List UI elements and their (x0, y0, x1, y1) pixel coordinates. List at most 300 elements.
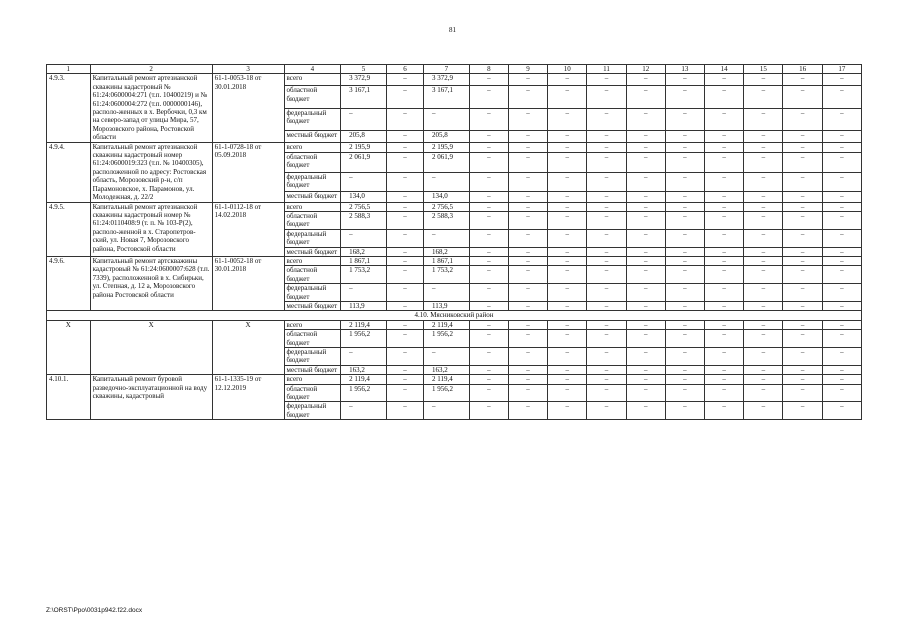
value-cell: 134,0 (423, 192, 469, 202)
budget-label: областной бюджет (284, 384, 341, 402)
empty-dash-cell: – (822, 402, 861, 420)
item-description: Капитальный ремонт буровой разведочно-эксплуатационной на воду скважины, кадастровый (90, 375, 212, 420)
item-number: 4.9.6. (47, 256, 91, 310)
empty-dash-cell: – (469, 211, 508, 229)
empty-dash-cell: – (705, 142, 744, 152)
empty-dash-cell: – (665, 384, 704, 402)
value-cell: 2 756,5 (341, 202, 387, 211)
empty-dash-cell: – (587, 266, 626, 284)
empty-dash-cell: – (822, 172, 861, 192)
empty-dash-cell: – (783, 384, 822, 402)
budget-label: местный бюджет (284, 365, 341, 374)
value-cell: – (386, 152, 423, 172)
empty-dash-cell: – (705, 384, 744, 402)
empty-dash-cell: – (665, 130, 704, 142)
empty-dash-cell: – (783, 74, 822, 86)
empty-dash-cell: – (508, 384, 547, 402)
empty-dash-cell: – (508, 142, 547, 152)
empty-dash-cell: – (744, 142, 783, 152)
value-cell: 163,2 (423, 365, 469, 374)
value-cell: – (386, 211, 423, 229)
empty-dash-cell: – (665, 152, 704, 172)
empty-dash-cell: – (626, 402, 665, 420)
empty-dash-cell: – (587, 86, 626, 108)
value-cell: 2 588,3 (423, 211, 469, 229)
item-row-total (47, 202, 862, 211)
value-cell: 168,2 (423, 247, 469, 256)
column-number-row (47, 65, 862, 74)
empty-dash-cell: – (626, 142, 665, 152)
section-title-row (47, 311, 862, 320)
value-cell: – (386, 86, 423, 108)
empty-dash-cell: – (508, 266, 547, 284)
empty-dash-cell: – (548, 284, 587, 302)
value-cell: – (386, 330, 423, 348)
empty-dash-cell: – (705, 284, 744, 302)
empty-dash-cell: – (626, 247, 665, 256)
empty-dash-cell: – (626, 74, 665, 86)
value-cell: 2 061,9 (341, 152, 387, 172)
column-header-10: 10 (548, 65, 587, 74)
empty-dash-cell: – (783, 284, 822, 302)
empty-dash-cell: – (469, 256, 508, 265)
empty-dash-cell: – (822, 266, 861, 284)
empty-dash-cell: – (705, 301, 744, 310)
empty-dash-cell: – (822, 247, 861, 256)
empty-dash-cell: – (783, 130, 822, 142)
empty-dash-cell: – (548, 402, 587, 420)
value-cell: – (341, 284, 387, 302)
value-cell: – (386, 284, 423, 302)
empty-dash-cell: – (705, 266, 744, 284)
column-header-8: 8 (469, 65, 508, 74)
empty-dash-cell: – (705, 256, 744, 265)
value-cell: 113,9 (341, 301, 387, 310)
empty-dash-cell: – (587, 192, 626, 202)
column-header-1: 1 (47, 65, 91, 74)
empty-dash-cell: – (626, 108, 665, 130)
empty-dash-cell: – (705, 375, 744, 384)
empty-dash-cell: – (469, 202, 508, 211)
empty-dash-cell: – (469, 229, 508, 247)
empty-dash-cell: – (508, 348, 547, 366)
empty-dash-cell: – (548, 211, 587, 229)
budget-label: федеральный бюджет (284, 108, 341, 130)
item-document-number: 61-1-0052-18 от 30.01.2018 (212, 256, 284, 310)
empty-dash-cell: – (587, 348, 626, 366)
empty-dash-cell: – (626, 211, 665, 229)
empty-dash-cell: – (665, 192, 704, 202)
empty-dash-cell: – (665, 266, 704, 284)
value-cell: 1 956,2 (341, 330, 387, 348)
value-cell: 2 119,4 (423, 320, 469, 329)
value-cell: 1 753,2 (423, 266, 469, 284)
empty-dash-cell: – (508, 301, 547, 310)
value-cell: 2 061,9 (423, 152, 469, 172)
value-cell: – (386, 365, 423, 374)
empty-dash-cell: – (744, 86, 783, 108)
value-cell: 2 195,9 (423, 142, 469, 152)
empty-dash-cell: – (587, 330, 626, 348)
value-cell: – (386, 301, 423, 310)
empty-dash-cell: – (469, 384, 508, 402)
column-header-3: 3 (212, 65, 284, 74)
empty-dash-cell: – (822, 74, 861, 86)
x-mark-cell: X (47, 320, 91, 374)
budget-label: всего (284, 202, 341, 211)
column-header-17: 17 (822, 65, 861, 74)
empty-dash-cell: – (508, 330, 547, 348)
value-cell: 163,2 (341, 365, 387, 374)
empty-dash-cell: – (587, 384, 626, 402)
empty-dash-cell: – (548, 202, 587, 211)
empty-dash-cell: – (822, 202, 861, 211)
empty-dash-cell: – (744, 330, 783, 348)
empty-dash-cell: – (469, 266, 508, 284)
budget-label: всего (284, 74, 341, 86)
value-cell: – (386, 266, 423, 284)
empty-dash-cell: – (469, 375, 508, 384)
empty-dash-cell: – (705, 130, 744, 142)
empty-dash-cell: – (705, 86, 744, 108)
empty-dash-cell: – (783, 211, 822, 229)
empty-dash-cell: – (822, 330, 861, 348)
last-item-row-total (47, 375, 862, 384)
empty-dash-cell: – (548, 301, 587, 310)
empty-dash-cell: – (587, 152, 626, 172)
empty-dash-cell: – (822, 211, 861, 229)
empty-dash-cell: – (626, 375, 665, 384)
empty-dash-cell: – (665, 142, 704, 152)
empty-dash-cell: – (705, 74, 744, 86)
budget-label: федеральный бюджет (284, 172, 341, 192)
empty-dash-cell: – (626, 365, 665, 374)
empty-dash-cell: – (508, 365, 547, 374)
empty-dash-cell: – (665, 284, 704, 302)
value-cell: – (423, 348, 469, 366)
value-cell: 1 867,1 (341, 256, 387, 265)
budget-label: областной бюджет (284, 211, 341, 229)
empty-dash-cell: – (548, 142, 587, 152)
empty-dash-cell: – (705, 330, 744, 348)
empty-dash-cell: – (508, 320, 547, 329)
value-cell: 1 867,1 (423, 256, 469, 265)
empty-dash-cell: – (665, 375, 704, 384)
empty-dash-cell: – (548, 192, 587, 202)
budget-label: всего (284, 142, 341, 152)
empty-dash-cell: – (548, 365, 587, 374)
empty-dash-cell: – (783, 86, 822, 108)
empty-dash-cell: – (548, 266, 587, 284)
budget-label: федеральный бюджет (284, 284, 341, 302)
value-cell: 1 956,2 (423, 330, 469, 348)
item-document-number: 61-1-1335-19 от 12.12.2019 (212, 375, 284, 420)
budget-label: областной бюджет (284, 152, 341, 172)
empty-dash-cell: – (548, 152, 587, 172)
empty-dash-cell: – (822, 108, 861, 130)
empty-dash-cell: – (469, 172, 508, 192)
empty-dash-cell: – (665, 320, 704, 329)
empty-dash-cell: – (705, 365, 744, 374)
empty-dash-cell: – (744, 320, 783, 329)
empty-dash-cell: – (705, 172, 744, 192)
value-cell: 2 588,3 (341, 211, 387, 229)
empty-dash-cell: – (822, 229, 861, 247)
empty-dash-cell: – (469, 402, 508, 420)
value-cell: 2 119,4 (341, 320, 387, 329)
value-cell: – (386, 142, 423, 152)
empty-dash-cell: – (587, 284, 626, 302)
empty-dash-cell: – (626, 172, 665, 192)
empty-dash-cell: – (744, 402, 783, 420)
empty-dash-cell: – (822, 301, 861, 310)
empty-dash-cell: – (508, 229, 547, 247)
empty-dash-cell: – (665, 330, 704, 348)
empty-dash-cell: – (744, 256, 783, 265)
column-header-15: 15 (744, 65, 783, 74)
empty-dash-cell: – (665, 202, 704, 211)
value-cell: 205,8 (341, 130, 387, 142)
column-header-2: 2 (90, 65, 212, 74)
budget-label: всего (284, 320, 341, 329)
empty-dash-cell: – (822, 130, 861, 142)
empty-dash-cell: – (626, 384, 665, 402)
value-cell: 3 372,9 (341, 74, 387, 86)
empty-dash-cell: – (744, 384, 783, 402)
item-description: Капитальный ремонт артезианской скважины кадастровый номер 61:24:0600019:323 (т.п. № 10400305), расположенной по адресу: Ростовская область, Морозовский р-н, с/п Парамоновское, х. Парамонов, ул. Молодежная, д. 22/2 (90, 142, 212, 202)
value-cell: – (386, 202, 423, 211)
empty-dash-cell: – (587, 247, 626, 256)
empty-dash-cell: – (587, 108, 626, 130)
value-cell: – (386, 375, 423, 384)
empty-dash-cell: – (626, 202, 665, 211)
empty-dash-cell: – (548, 330, 587, 348)
empty-dash-cell: – (469, 86, 508, 108)
budget-label: федеральный бюджет (284, 229, 341, 247)
empty-dash-cell: – (508, 192, 547, 202)
item-row-total (47, 74, 862, 86)
empty-dash-cell: – (822, 256, 861, 265)
empty-dash-cell: – (744, 348, 783, 366)
column-header-11: 11 (587, 65, 626, 74)
empty-dash-cell: – (783, 402, 822, 420)
value-cell: – (423, 284, 469, 302)
empty-dash-cell: – (626, 320, 665, 329)
budget-label: местный бюджет (284, 130, 341, 142)
empty-dash-cell: – (822, 284, 861, 302)
empty-dash-cell: – (783, 192, 822, 202)
empty-dash-cell: – (587, 130, 626, 142)
item-document-number: 61-1-0112-18 от 14.02.2018 (212, 202, 284, 256)
empty-dash-cell: – (705, 348, 744, 366)
section-title: 4.10. Мясниковский район (47, 311, 862, 320)
value-cell: – (423, 229, 469, 247)
empty-dash-cell: – (665, 211, 704, 229)
empty-dash-cell: – (822, 192, 861, 202)
empty-dash-cell: – (587, 301, 626, 310)
value-cell: 3 167,1 (423, 86, 469, 108)
empty-dash-cell: – (626, 256, 665, 265)
empty-dash-cell: – (783, 142, 822, 152)
empty-dash-cell: – (469, 130, 508, 142)
value-cell: – (341, 229, 387, 247)
budget-label: областной бюджет (284, 86, 341, 108)
empty-dash-cell: – (548, 320, 587, 329)
column-header-7: 7 (423, 65, 469, 74)
empty-dash-cell: – (508, 86, 547, 108)
value-cell: 3 372,9 (423, 74, 469, 86)
empty-dash-cell: – (783, 229, 822, 247)
column-header-6: 6 (386, 65, 423, 74)
empty-dash-cell: – (587, 74, 626, 86)
empty-dash-cell: – (705, 202, 744, 211)
empty-dash-cell: – (705, 402, 744, 420)
empty-dash-cell: – (626, 301, 665, 310)
empty-dash-cell: – (626, 152, 665, 172)
section-summary-row-total (47, 320, 862, 329)
value-cell: – (341, 348, 387, 366)
value-cell: – (341, 402, 387, 420)
empty-dash-cell: – (744, 108, 783, 130)
empty-dash-cell: – (469, 74, 508, 86)
item-number: 4.9.4. (47, 142, 91, 202)
empty-dash-cell: – (469, 301, 508, 310)
empty-dash-cell: – (587, 375, 626, 384)
empty-dash-cell: – (508, 247, 547, 256)
value-cell: 1 956,2 (341, 384, 387, 402)
value-cell: 205,8 (423, 130, 469, 142)
empty-dash-cell: – (587, 256, 626, 265)
value-cell: – (386, 348, 423, 366)
empty-dash-cell: – (548, 247, 587, 256)
empty-dash-cell: – (665, 256, 704, 265)
empty-dash-cell: – (508, 284, 547, 302)
empty-dash-cell: – (508, 375, 547, 384)
empty-dash-cell: – (744, 229, 783, 247)
empty-dash-cell: – (744, 152, 783, 172)
empty-dash-cell: – (587, 202, 626, 211)
empty-dash-cell: – (665, 402, 704, 420)
empty-dash-cell: – (469, 348, 508, 366)
empty-dash-cell: – (587, 142, 626, 152)
item-row-total (47, 256, 862, 265)
value-cell: 134,0 (341, 192, 387, 202)
column-header-13: 13 (665, 65, 704, 74)
empty-dash-cell: – (744, 211, 783, 229)
item-number: 4.10.1. (47, 375, 91, 420)
page-number: 81 (449, 26, 456, 34)
empty-dash-cell: – (469, 142, 508, 152)
column-header-12: 12 (626, 65, 665, 74)
value-cell: – (386, 130, 423, 142)
value-cell: 2 119,4 (423, 375, 469, 384)
empty-dash-cell: – (705, 108, 744, 130)
empty-dash-cell: – (469, 152, 508, 172)
value-cell: – (386, 229, 423, 247)
value-cell: 2 195,9 (341, 142, 387, 152)
empty-dash-cell: – (469, 192, 508, 202)
empty-dash-cell: – (783, 108, 822, 130)
empty-dash-cell: – (822, 86, 861, 108)
empty-dash-cell: – (744, 284, 783, 302)
item-number: 4.9.5. (47, 202, 91, 256)
empty-dash-cell: – (783, 172, 822, 192)
empty-dash-cell: – (548, 172, 587, 192)
budget-label: всего (284, 256, 341, 265)
empty-dash-cell: – (705, 247, 744, 256)
value-cell: – (341, 108, 387, 130)
value-cell: – (386, 384, 423, 402)
empty-dash-cell: – (665, 74, 704, 86)
item-document-number: 61-1-0053-18 от 30.01.2018 (212, 74, 284, 142)
empty-dash-cell: – (822, 152, 861, 172)
empty-dash-cell: – (705, 152, 744, 172)
value-cell: 2 119,4 (341, 375, 387, 384)
budget-label: местный бюджет (284, 192, 341, 202)
empty-dash-cell: – (744, 266, 783, 284)
empty-dash-cell: – (783, 152, 822, 172)
file-path-footer: Z:\ORST\Ppo\0031p942.f22.docx (46, 607, 143, 614)
value-cell: – (386, 74, 423, 86)
empty-dash-cell: – (783, 202, 822, 211)
value-cell: 1 956,2 (423, 384, 469, 402)
empty-dash-cell: – (665, 86, 704, 108)
item-description: Капитальный ремонт артезианской скважины кадастровый номер № 61:24:0110408:9 (т. п. № 103-Р(2), располо-женной в х. Старопетров-ский, ул. Новая 7, Морозовского района, Ростовской области (90, 202, 212, 256)
value-cell: – (386, 108, 423, 130)
empty-dash-cell: – (822, 142, 861, 152)
empty-dash-cell: – (587, 365, 626, 374)
empty-dash-cell: – (783, 247, 822, 256)
empty-dash-cell: – (508, 108, 547, 130)
empty-dash-cell: – (783, 365, 822, 374)
empty-dash-cell: – (626, 330, 665, 348)
value-cell: – (423, 402, 469, 420)
empty-dash-cell: – (665, 172, 704, 192)
empty-dash-cell: – (783, 301, 822, 310)
column-header-16: 16 (783, 65, 822, 74)
budget-label: местный бюджет (284, 247, 341, 256)
empty-dash-cell: – (508, 256, 547, 265)
empty-dash-cell: – (548, 375, 587, 384)
item-description: Капитальный ремонт артезианской скважины кадастровый № 61:24:0600004:271 (т.п. 10400219) и № 61:24:0600004:272 (т.п. 0000000146), располо-женных в х. Вербочки, 0,3 км на северо-запад от улицы Мира, 57, Морозовского района, Ростовской области (90, 74, 212, 142)
empty-dash-cell: – (665, 301, 704, 310)
empty-dash-cell: – (587, 320, 626, 329)
empty-dash-cell: – (744, 172, 783, 192)
empty-dash-cell: – (822, 320, 861, 329)
empty-dash-cell: – (665, 108, 704, 130)
empty-dash-cell: – (744, 301, 783, 310)
empty-dash-cell: – (508, 130, 547, 142)
empty-dash-cell: – (744, 365, 783, 374)
empty-dash-cell: – (822, 384, 861, 402)
value-cell: 168,2 (341, 247, 387, 256)
empty-dash-cell: – (665, 229, 704, 247)
empty-dash-cell: – (508, 202, 547, 211)
empty-dash-cell: – (626, 348, 665, 366)
empty-dash-cell: – (705, 192, 744, 202)
empty-dash-cell: – (822, 348, 861, 366)
value-cell: 2 756,5 (423, 202, 469, 211)
column-header-5: 5 (341, 65, 387, 74)
empty-dash-cell: – (548, 256, 587, 265)
empty-dash-cell: – (783, 266, 822, 284)
empty-dash-cell: – (705, 211, 744, 229)
empty-dash-cell: – (783, 330, 822, 348)
empty-dash-cell: – (822, 365, 861, 374)
empty-dash-cell: – (626, 284, 665, 302)
empty-dash-cell: – (587, 402, 626, 420)
empty-dash-cell: – (822, 375, 861, 384)
